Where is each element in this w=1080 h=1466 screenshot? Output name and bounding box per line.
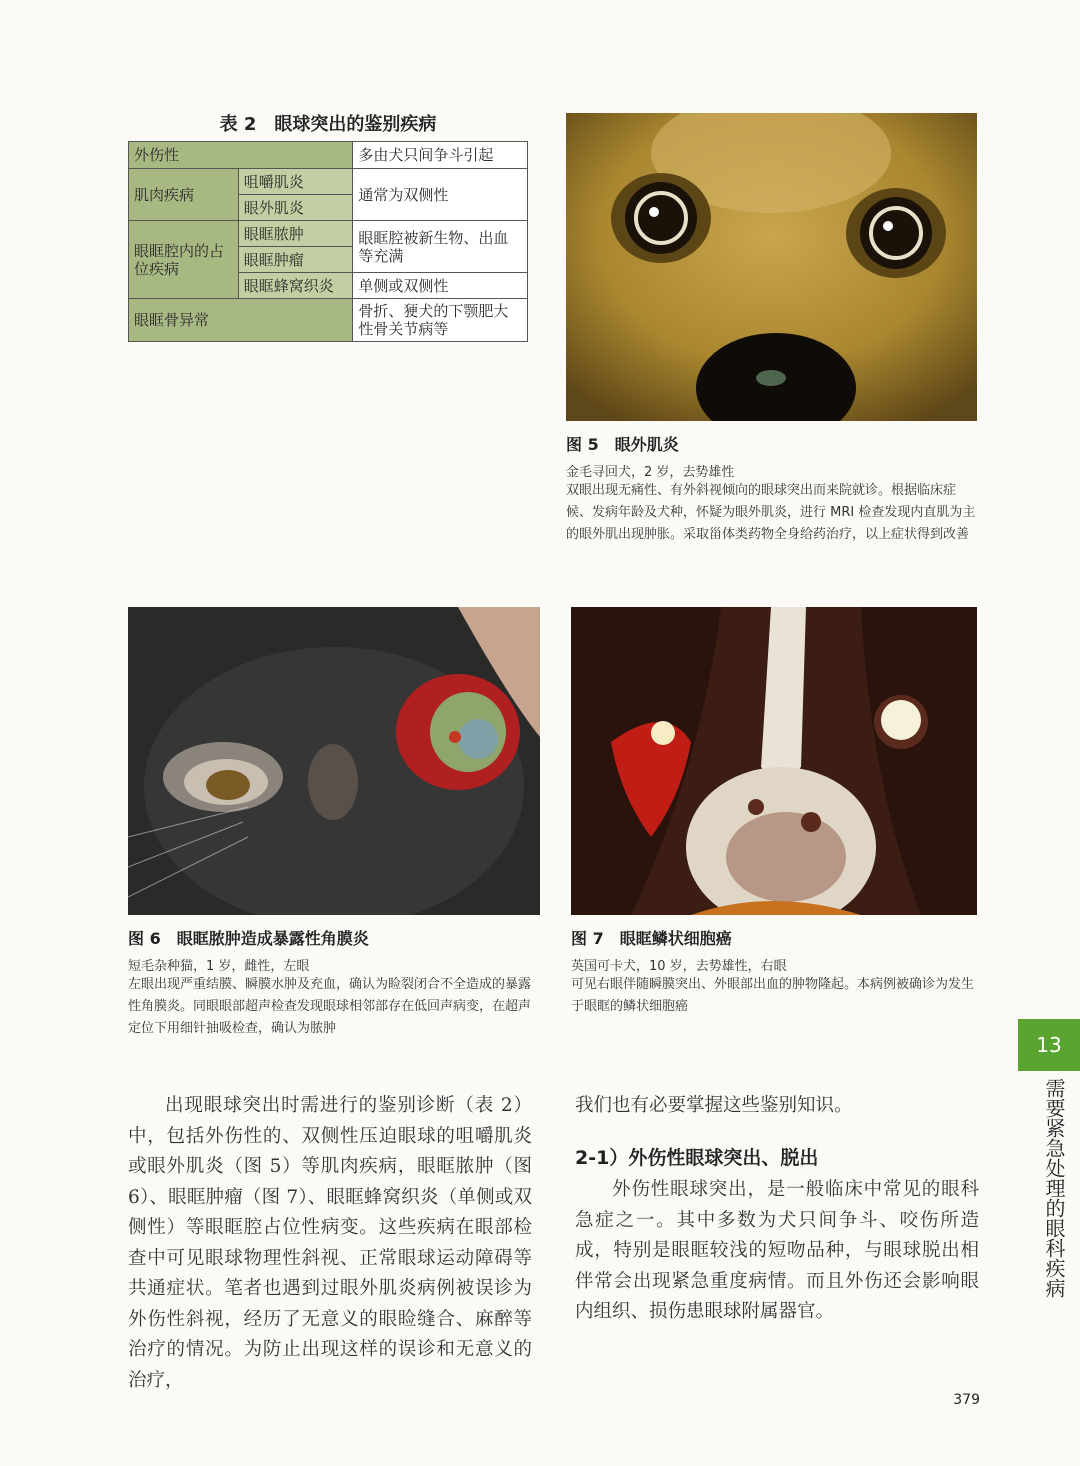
figure-6-body: 左眼出现严重结膜、瞬膜水肿及充血，确认为睑裂闭合不全造成的暴露性角膜炎。同眼眼部超声检查发现眼球相邻部存在低回声病变，在超声定位下用细针抽吸检查，确认为脓肿 [128,977,532,1036]
table-row [129,299,528,342]
figure-7-caption [571,926,977,1018]
body-left-paragraph: 出现眼球突出时需进行的鉴别诊断（表 2）中，包括外伤性的、双侧性压迫眼球的咀嚼肌炎或眼外肌炎（图 5）等肌肉疾病，眼眶脓肿（图 6）、眼眶肿瘤（图 7）、眼眶蜂窝织炎（单侧或双侧性）等眼眶腔占位性病变。这些疾病在眼部检查中可见眼球物理性斜视、正常眼球运动障碍等共通症状。笔者也遇到过眼外肌炎病例被误诊为外伤性斜视，经历了无意义的眼睑缝合、麻醉等治疗的情况。为防止出现这样的误诊和无意义的治疗， [128,1095,532,1391]
sub-extraocular-myositis: 眼外肌炎 [238,195,353,221]
sub-masticatory-myositis: 咀嚼肌炎 [238,169,353,195]
description-bone: 骨折、㹴犬的下颚肥大性骨关节病等 [353,299,528,342]
figure-7-photo [571,607,977,915]
page-number: 379 [953,1392,980,1408]
table-row [129,221,528,247]
body-right-paragraph: 外伤性眼球突出，是一般临床中常见的眼科急症之一。其中多数为犬只间争斗、咬伤所造成，特别是眼眶较浅的短吻品种，与眼球脱出相伴常会出现紧急重度病情。而且外伤还会影响眼内组织、损伤患眼球附属器官。 [575,1179,979,1322]
category-trauma: 外伤性 [129,142,353,169]
category-orbital: 眼眶腔内的占位疾病 [129,221,239,299]
figure-7-subtitle: 英国可卡犬，10 岁，去势雄性，右眼 [571,959,787,974]
figure-7-title: 图 7 眼眶鳞状细胞癌 [571,929,732,948]
figure-5-subtitle: 金毛寻回犬，2 岁，去势雄性 [566,465,735,480]
table-title: 表 2 眼球突出的鉴别疾病 [219,114,437,135]
table-row [129,169,528,195]
description-muscle: 通常为双侧性 [353,169,528,221]
description-orbital-2: 单侧或双侧性 [353,273,528,299]
figure-6-subtitle: 短毛杂种猫，1 岁，雌性，左眼 [128,959,310,974]
sub-orbital-tumor: 眼眶肿瘤 [238,247,353,273]
category-muscle: 肌肉疾病 [129,169,239,221]
table-row [129,142,528,169]
description-orbital-1: 眼眶腔被新生物、出血等充满 [353,221,528,273]
figure-5-caption [566,432,978,546]
description-trauma: 多由犬只间争斗引起 [353,142,528,169]
section-heading: 2-1）外伤性眼球突出、脱出 [575,1147,819,1169]
sub-orbital-abscess: 眼眶脓肿 [238,221,353,247]
category-bone: 眼眶骨异常 [129,299,353,342]
sub-orbital-cellulitis: 眼眶蜂窝织炎 [238,273,353,299]
chapter-tab-title: 需要紧急处理的眼科疾病 [1042,1078,1066,1298]
differential-diagnosis-table [128,141,528,342]
figure-6-photo [128,607,540,915]
figure-5-body: 双眼出现无痛性、有外斜视倾向的眼球突出而来院就诊。根据临床症候、发病年龄及犬种，怀疑为眼外肌炎，进行 MRI 检查发现内直肌为主的眼外肌出现肿胀。采取甾体类药物全身给药治疗，以上症状得到改善 [566,483,976,542]
body-right-continuation: 我们也有必要掌握这些鉴别知识。 [575,1095,853,1116]
figure-7-body: 可见右眼伴随瞬膜突出、外眼部出血的肿物隆起。本病例被确诊为发生于眼眶的鳞状细胞癌 [571,977,975,1014]
figure-5-photo [566,113,977,421]
figure-6-caption [128,926,540,1040]
chapter-tab-number: 13 [1018,1019,1080,1071]
figure-5-title: 图 5 眼外肌炎 [566,435,679,454]
figure-6-title: 图 6 眼眶脓肿造成暴露性角膜炎 [128,929,369,948]
